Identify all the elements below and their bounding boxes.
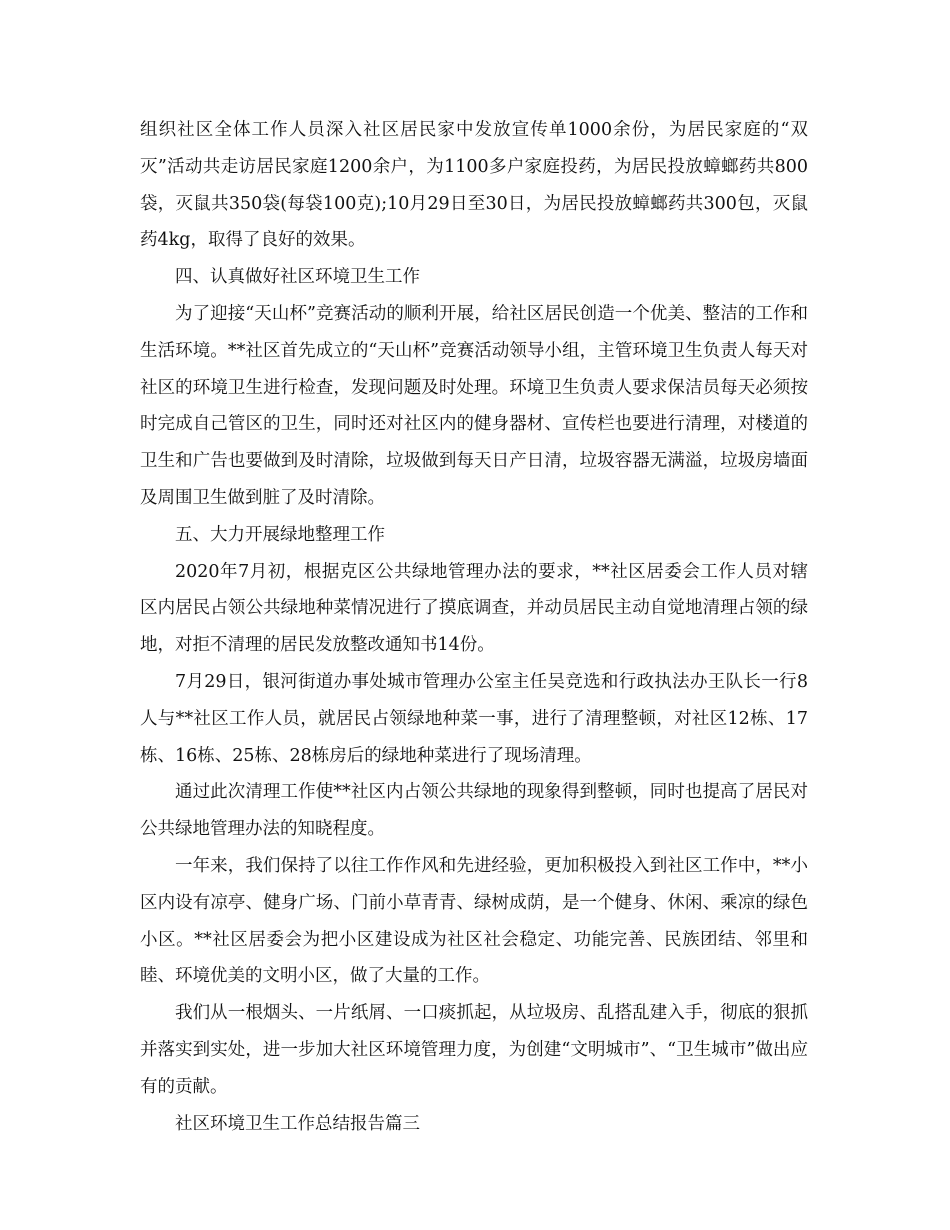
document-body (140, 112, 808, 1142)
section-heading-part-three: 社区环境卫生工作总结报告篇三 (175, 1113, 420, 1134)
paragraph-year-summary: 一年来，我们保持了以往工作作风和先进经验，更加积极投入到社区工作中，**小区内设有凉亭、健身广场、门前小草青青、绿树成荫，是一个健身、休闲、乘凉的绿色小区。**社区居委会为把小区建设成为社区社会稳定、功能完善、民族团结、邻里和睦、环境优美的文明小区，做了大量的工作。 (140, 855, 808, 987)
paragraph-campaign-results: 组织社区全体工作人员深入社区居民家中发放宣传单1000余份，为居民家庭的“双灭”活动共走访居民家庭1200余户，为1100多户家庭投药，为居民投放蟑螂药共800袋，灭鼠共350袋(每袋100克);10月29日至30日，为居民投放蟑螂药共300包，灭鼠药4kg，取得了良好的效果。 (140, 120, 808, 251)
paragraph-cleanup-result: 通过此次清理工作使**社区内占领公共绿地的现象得到整顿，同时也提高了居民对公共绿地管理办法的知晓程度。 (140, 782, 808, 840)
paragraph-july-cleanup: 7月29日，银河街道办事处城市管理办公室主任吴竞选和行政执法办王队长一行8人与**社区工作人员，就居民占领绿地种菜一事，进行了清理整顿，对社区12栋、17栋、16栋、25栋、28栋房后的绿地种菜进行了现场清理。 (140, 671, 808, 766)
paragraph-tianshan-cup: 为了迎接“天山杯”竞赛活动的顺利开展，给社区居民创造一个优美、整洁的工作和生活环境。**社区首先成立的“天山杯”竞赛活动领导小组，主管环境卫生负责人每天对社区的环境卫生进行检查，发现问题及时处理。环境卫生负责人要求保洁员每天必须按时完成自己管区的卫生，同时还对社区内的健身器材、宣传栏也要进行清理，对楼道的卫生和广告也要做到及时清除，垃圾做到每天日产日清，垃圾容器无满溢，垃圾房墙面及周围卫生做到脏了及时清除。 (140, 303, 808, 508)
section-heading-environment: 四、认真做好社区环境卫生工作 (175, 267, 420, 288)
paragraph-commitment: 我们从一根烟头、一片纸屑、一口痰抓起，从垃圾房、乱搭乱建入手，彻底的狠抓并落实到实处，进一步加大社区环境管理力度，为创建“文明城市”、“卫生城市”做出应有的贡献。 (140, 1003, 808, 1097)
paragraph-greenland-survey: 2020年7月初，根据克区公共绿地管理办法的要求，**社区居委会工作人员对辖区内居民占领公共绿地种菜情况进行了摸底调查，并动员居民主动自觉地清理占领的绿地，对拒不清理的居民发放整改通知书14份。 (140, 561, 808, 656)
section-heading-greenland: 五、大力开展绿地整理工作 (175, 524, 385, 545)
